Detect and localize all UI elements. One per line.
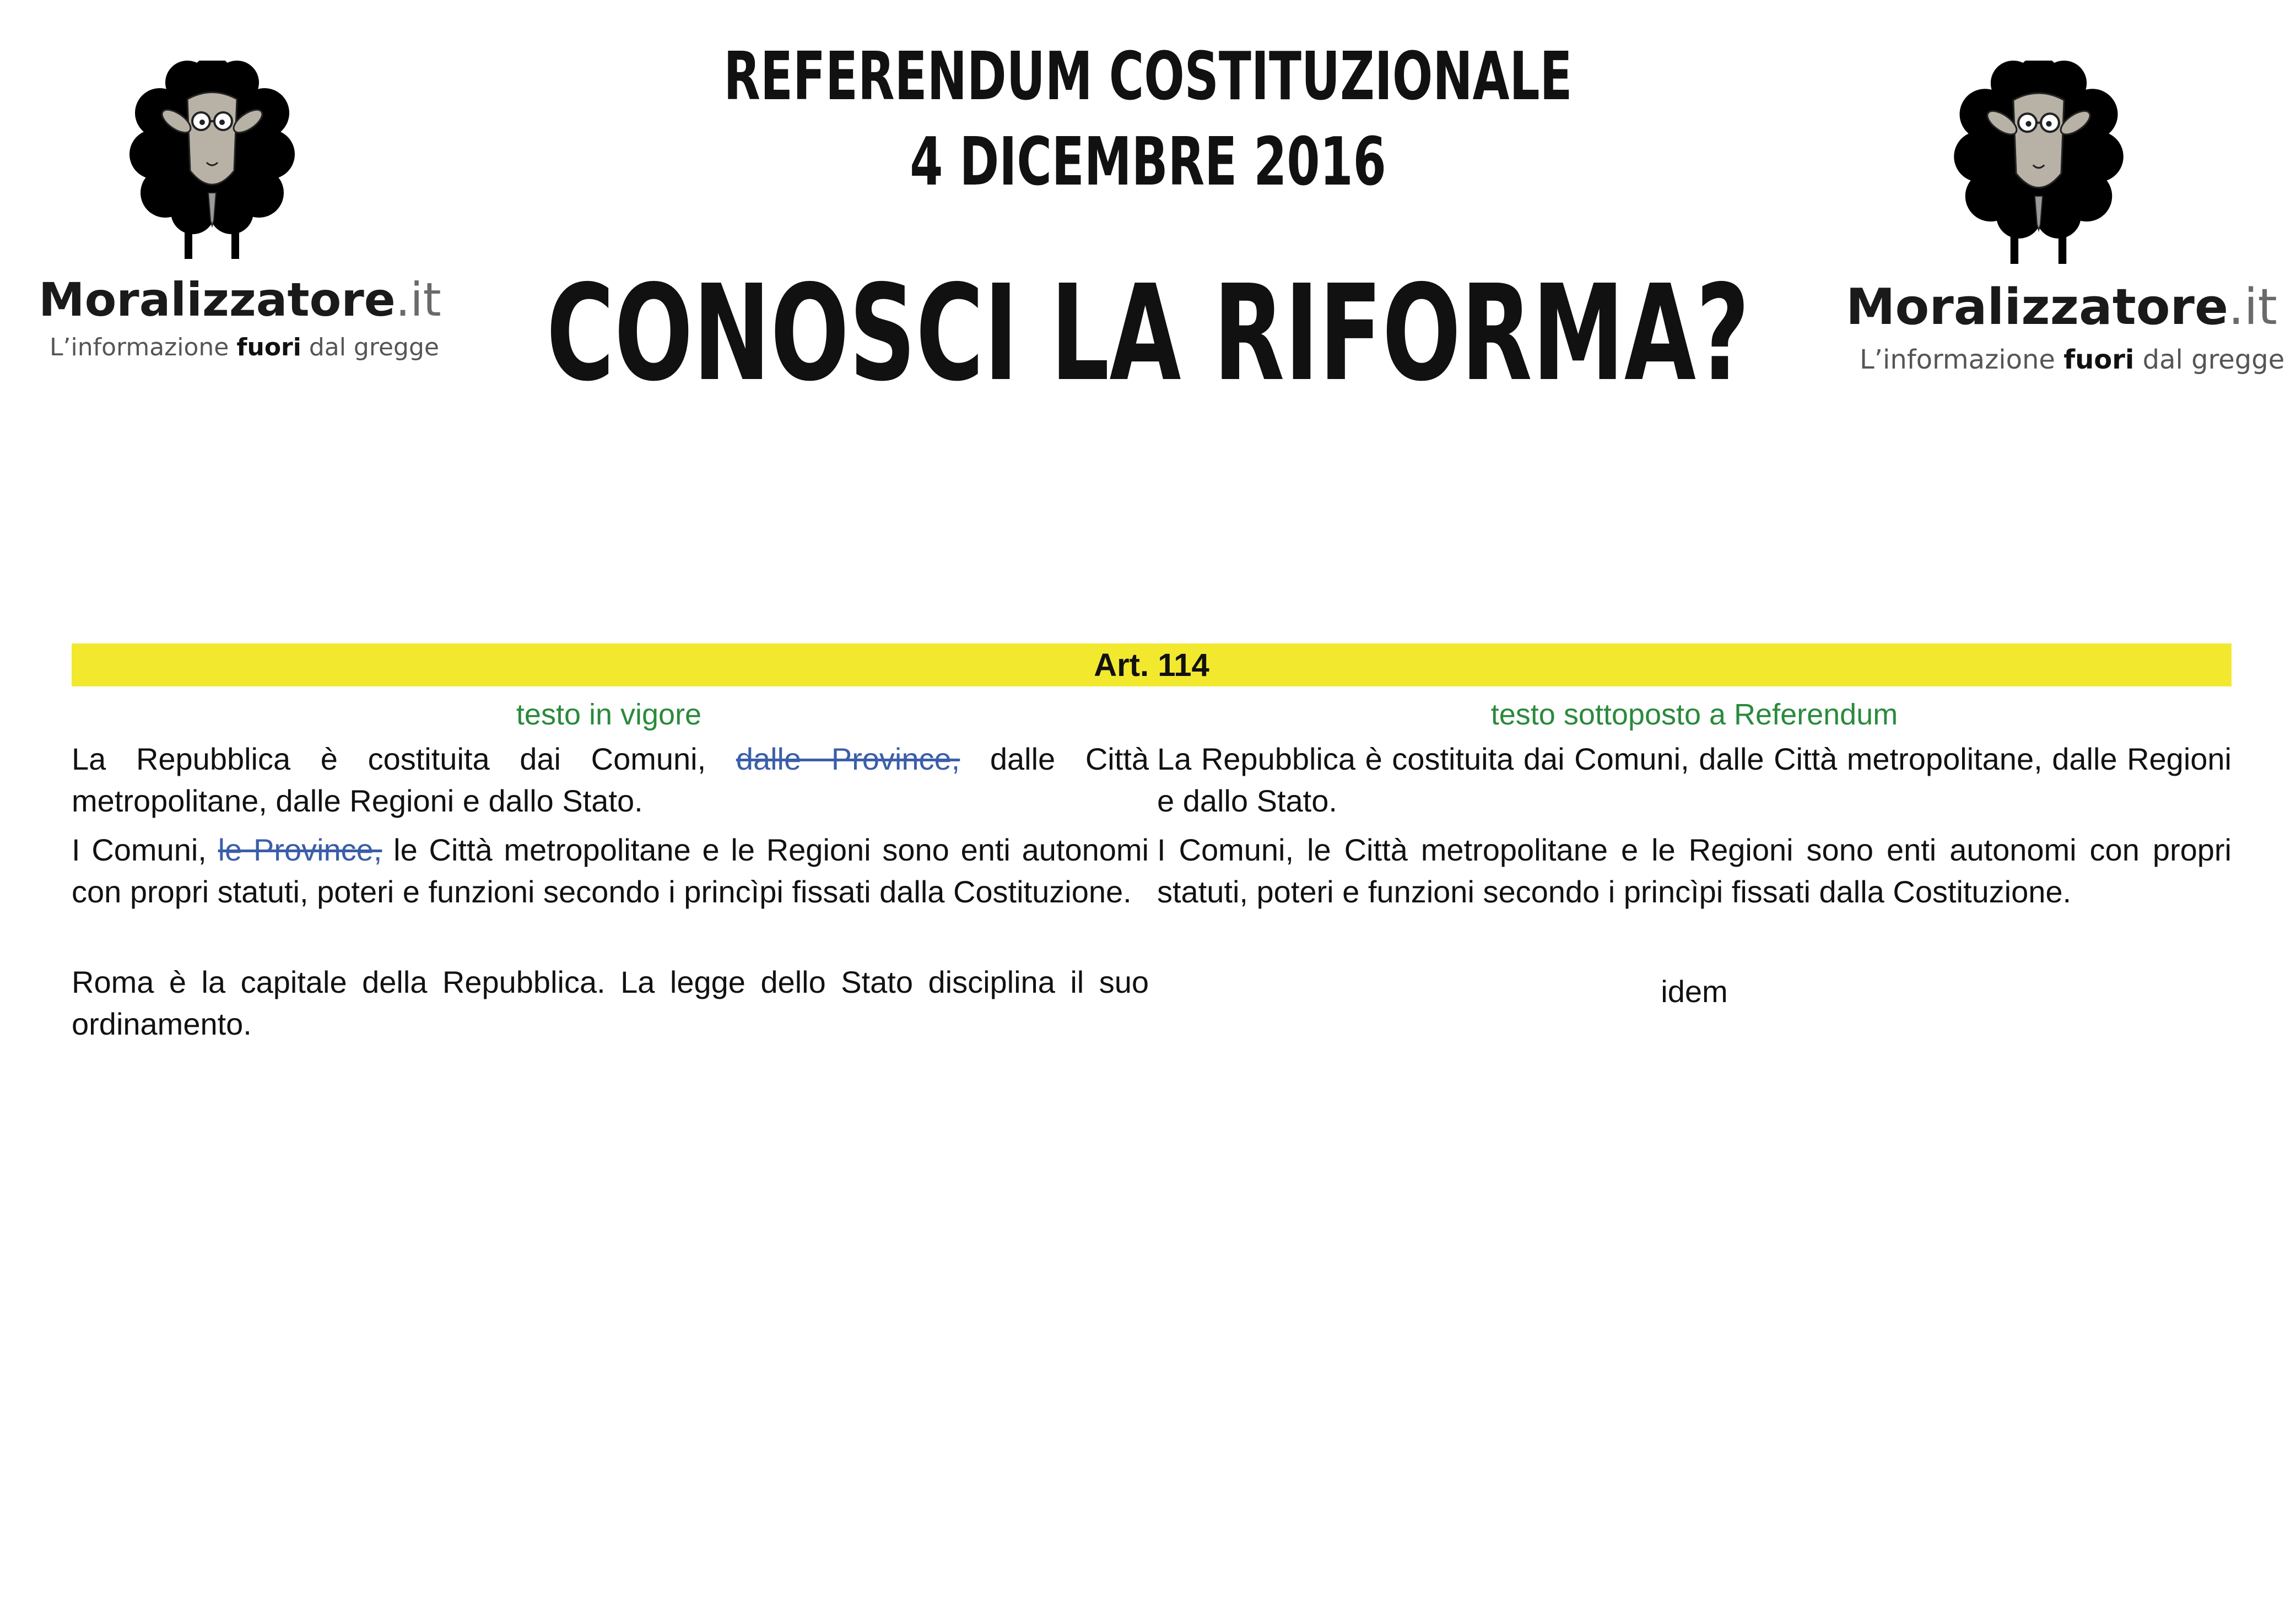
column-heading-current: testo in vigore (516, 698, 702, 731)
current-text-paragraph-1: La Repubblica è costituita dai Comuni, dalle Province, dalle Città metropolitane, dalle Regioni e dallo Stato. (72, 742, 1149, 818)
current-text-paragraph-2: I Comuni, le Province, le Città metropolitane e le Regioni sono enti autonomi con propri statuti, poteri e funzioni secondo i princìpi fissati dalla Costituzione. (72, 832, 1149, 909)
struck-text: dalle Province, (736, 742, 960, 776)
referendum-text-idem: idem (1661, 974, 1728, 1009)
page-title: CONOSCI LA RIFORMA? (546, 256, 1750, 410)
black-sheep-icon (121, 61, 303, 281)
referendum-date: 4 DICEMBRE 2016 (910, 124, 1386, 201)
article-title: Art. 114 (1094, 647, 1209, 683)
column-heading-referendum: testo sottoposto a Referendum (1490, 698, 1898, 731)
article-header-bar (72, 643, 2232, 686)
referendum-text-paragraph-2: I Comuni, le Città metropolitane e le Regioni sono enti autonomi con propri statuti, poteri e funzioni secondo i princìpi fissati dalla Costituzione. (1157, 832, 2232, 909)
logo-right (1846, 61, 2285, 380)
current-text-paragraph-3: Roma è la capitale della Repubblica. La legge dello Stato disciplina il suo ordinamento. (72, 965, 1149, 1041)
referendum-text-paragraph-1: La Repubblica è costituita dai Comuni, dalle Città metropolitane, dalle Regioni e dallo Stato. (1157, 742, 2232, 818)
logo-left (39, 61, 441, 369)
brand-name: Moralizzatore.it (39, 273, 441, 327)
brand-tagline: L’informazione fuori dal gregge (1860, 344, 2285, 375)
brand-name: Moralizzatore.it (1846, 278, 2277, 336)
referendum-title: REFERENDUM COSTITUZIONALE (723, 39, 1573, 115)
black-sheep-icon (1945, 61, 2132, 286)
struck-text: le Province, (218, 832, 382, 867)
brand-tagline: L’informazione fuori dal gregge (50, 333, 439, 361)
